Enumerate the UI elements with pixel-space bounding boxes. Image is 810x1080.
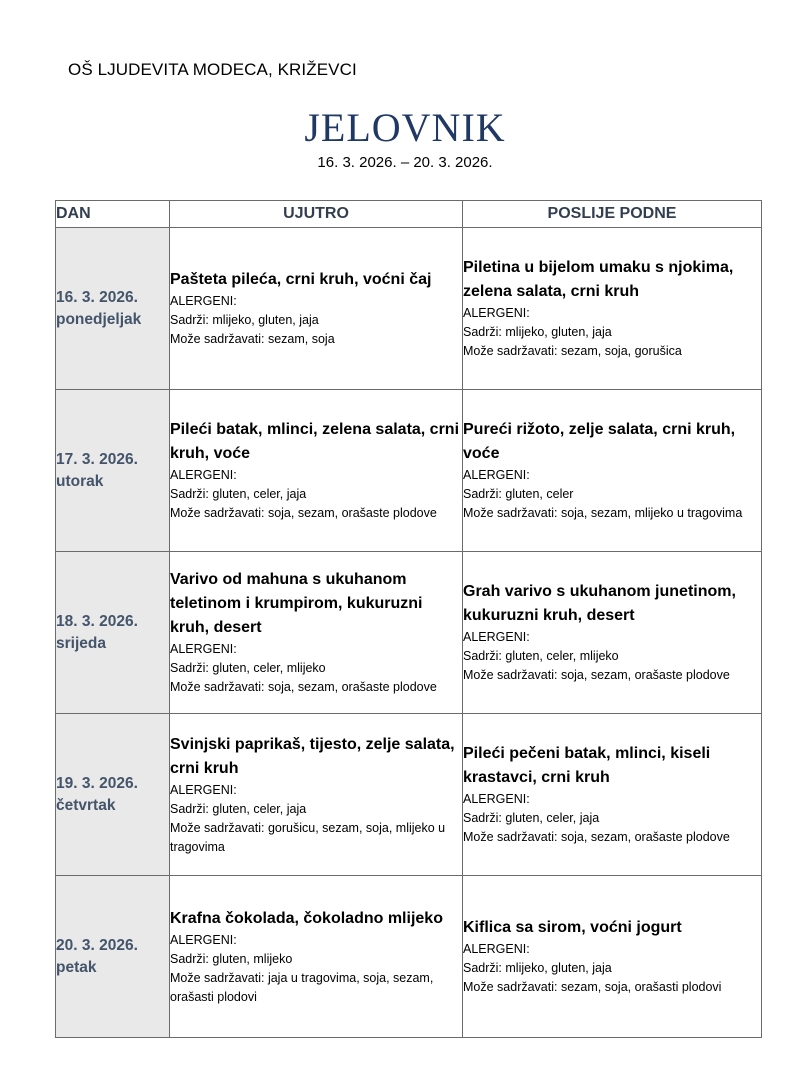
allergens-label: ALERGENI:	[463, 468, 530, 482]
allergens-contains: Sadrži: mlijeko, gluten, jaja	[170, 313, 319, 327]
morning-meal-cell	[170, 228, 463, 390]
dish-name: Krafna čokolada, čokoladno mlijeko	[170, 909, 443, 927]
school-name: OŠ LJUDEVITA MODECA, KRIŽEVCI	[68, 60, 357, 79]
morning-meal-cell	[170, 876, 463, 1038]
day-weekday: ponedjeljak	[56, 310, 142, 328]
table-row	[56, 552, 762, 714]
morning-meal-cell	[170, 552, 463, 714]
allergens-label: ALERGENI:	[463, 792, 530, 806]
day-cell	[56, 714, 170, 876]
afternoon-meal-cell	[463, 876, 762, 1038]
table-row	[56, 390, 762, 552]
allergens-may-contain: Može sadržavati: soja, sezam, orašaste plodove	[463, 668, 730, 682]
dish-name: Pureći rižoto, zelje salata, crni kruh, voće	[463, 421, 736, 462]
dish-name: Varivo od mahuna s ukuhanom teletinom i krumpirom, kukuruzni kruh, desert	[170, 571, 423, 636]
day-weekday: četvrtak	[56, 796, 116, 814]
allergens-may-contain: Može sadržavati: sezam, soja	[170, 332, 335, 346]
allergens-contains: Sadrži: mlijeko, gluten, jaja	[463, 961, 612, 975]
allergens-may-contain: Može sadržavati: sezam, soja, gorušica	[463, 344, 682, 358]
dish-name: Svinjski paprikaš, tijesto, zelje salata, crni kruh	[170, 735, 455, 777]
allergens-contains: Sadrži: gluten, celer, mlijeko	[170, 661, 326, 675]
allergens-may-contain: Može sadržavati: gorušicu, sezam, soja, mlijeko u tragovima	[170, 820, 446, 854]
page-title: JELOVNIK	[304, 105, 506, 150]
day-date: 19. 3. 2026.	[56, 774, 138, 792]
day-weekday: srijeda	[56, 634, 106, 652]
allergens-may-contain: Može sadržavati: soja, sezam, mlijeko u tragovima	[463, 506, 743, 520]
morning-meal-cell	[170, 390, 463, 552]
table-row	[56, 714, 762, 876]
table-row	[56, 228, 762, 390]
column-header-morning: UJUTRO	[170, 201, 463, 228]
allergens-label: ALERGENI:	[463, 306, 530, 320]
allergens-contains: Sadrži: gluten, celer, jaja	[170, 487, 307, 501]
allergens-label: ALERGENI:	[170, 294, 237, 308]
allergens-label: ALERGENI:	[170, 932, 237, 947]
afternoon-meal-cell	[463, 714, 762, 876]
morning-meal-cell	[170, 714, 463, 876]
allergens-contains: Sadrži: gluten, celer, mlijeko	[463, 649, 619, 663]
day-weekday: petak	[56, 958, 97, 976]
date-range: 16. 3. 2026. – 20. 3. 2026.	[317, 154, 493, 171]
afternoon-meal-cell	[463, 228, 762, 390]
dish-name: Pašteta pileća, crni kruh, voćni čaj	[170, 271, 432, 288]
day-cell	[56, 390, 170, 552]
menu-table	[55, 200, 762, 1038]
allergens-contains: Sadrži: gluten, celer, jaja	[463, 811, 600, 825]
allergens-may-contain: Može sadržavati: soja, sezam, orašaste plodove	[170, 506, 437, 520]
dish-name: Pileći pečeni batak, mlinci, kiseli krastavci, crni kruh	[463, 745, 711, 786]
column-header-day: DAN	[56, 201, 170, 228]
column-header-afternoon: POSLIJE PODNE	[463, 201, 762, 228]
afternoon-meal-cell	[463, 390, 762, 552]
allergens-contains: Sadrži: mlijeko, gluten, jaja	[463, 325, 612, 339]
allergens-may-contain: Može sadržavati: jaja u tragovima, soja, sezam, orašasti plodovi	[170, 970, 434, 1004]
day-date: 20. 3. 2026.	[56, 936, 138, 954]
day-cell	[56, 228, 170, 390]
allergens-may-contain: Može sadržavati: soja, sezam, orašaste plodove	[170, 680, 437, 694]
allergens-label: ALERGENI:	[170, 782, 237, 797]
table-row	[56, 876, 762, 1038]
day-cell	[56, 552, 170, 714]
day-date: 18. 3. 2026.	[56, 612, 138, 630]
day-cell	[56, 876, 170, 1038]
dish-name: Piletina u bijelom umaku s njokima, zelena salata, crni kruh	[463, 259, 734, 300]
day-date: 17. 3. 2026.	[56, 450, 138, 468]
allergens-contains: Sadrži: gluten, celer	[463, 487, 574, 501]
allergens-may-contain: Može sadržavati: soja, sezam, orašaste plodove	[463, 830, 730, 844]
dish-name: Kiflica sa sirom, voćni jogurt	[463, 919, 682, 936]
day-weekday: utorak	[56, 472, 104, 490]
dish-name: Grah varivo s ukuhanom junetinom, kukuruzni kruh, desert	[463, 583, 736, 624]
allergens-may-contain: Može sadržavati: sezam, soja, orašasti plodovi	[463, 980, 722, 994]
allergens-label: ALERGENI:	[463, 942, 530, 956]
afternoon-meal-cell	[463, 552, 762, 714]
table-header-row	[56, 201, 762, 228]
allergens-contains: Sadrži: gluten, mlijeko	[170, 951, 293, 966]
allergens-label: ALERGENI:	[170, 468, 237, 482]
day-date: 16. 3. 2026.	[56, 288, 138, 306]
allergens-label: ALERGENI:	[463, 630, 530, 644]
allergens-contains: Sadrži: gluten, celer, jaja	[170, 801, 307, 816]
dish-name: Pileći batak, mlinci, zelena salata, crni kruh, voće	[170, 421, 460, 462]
allergens-label: ALERGENI:	[170, 642, 237, 656]
